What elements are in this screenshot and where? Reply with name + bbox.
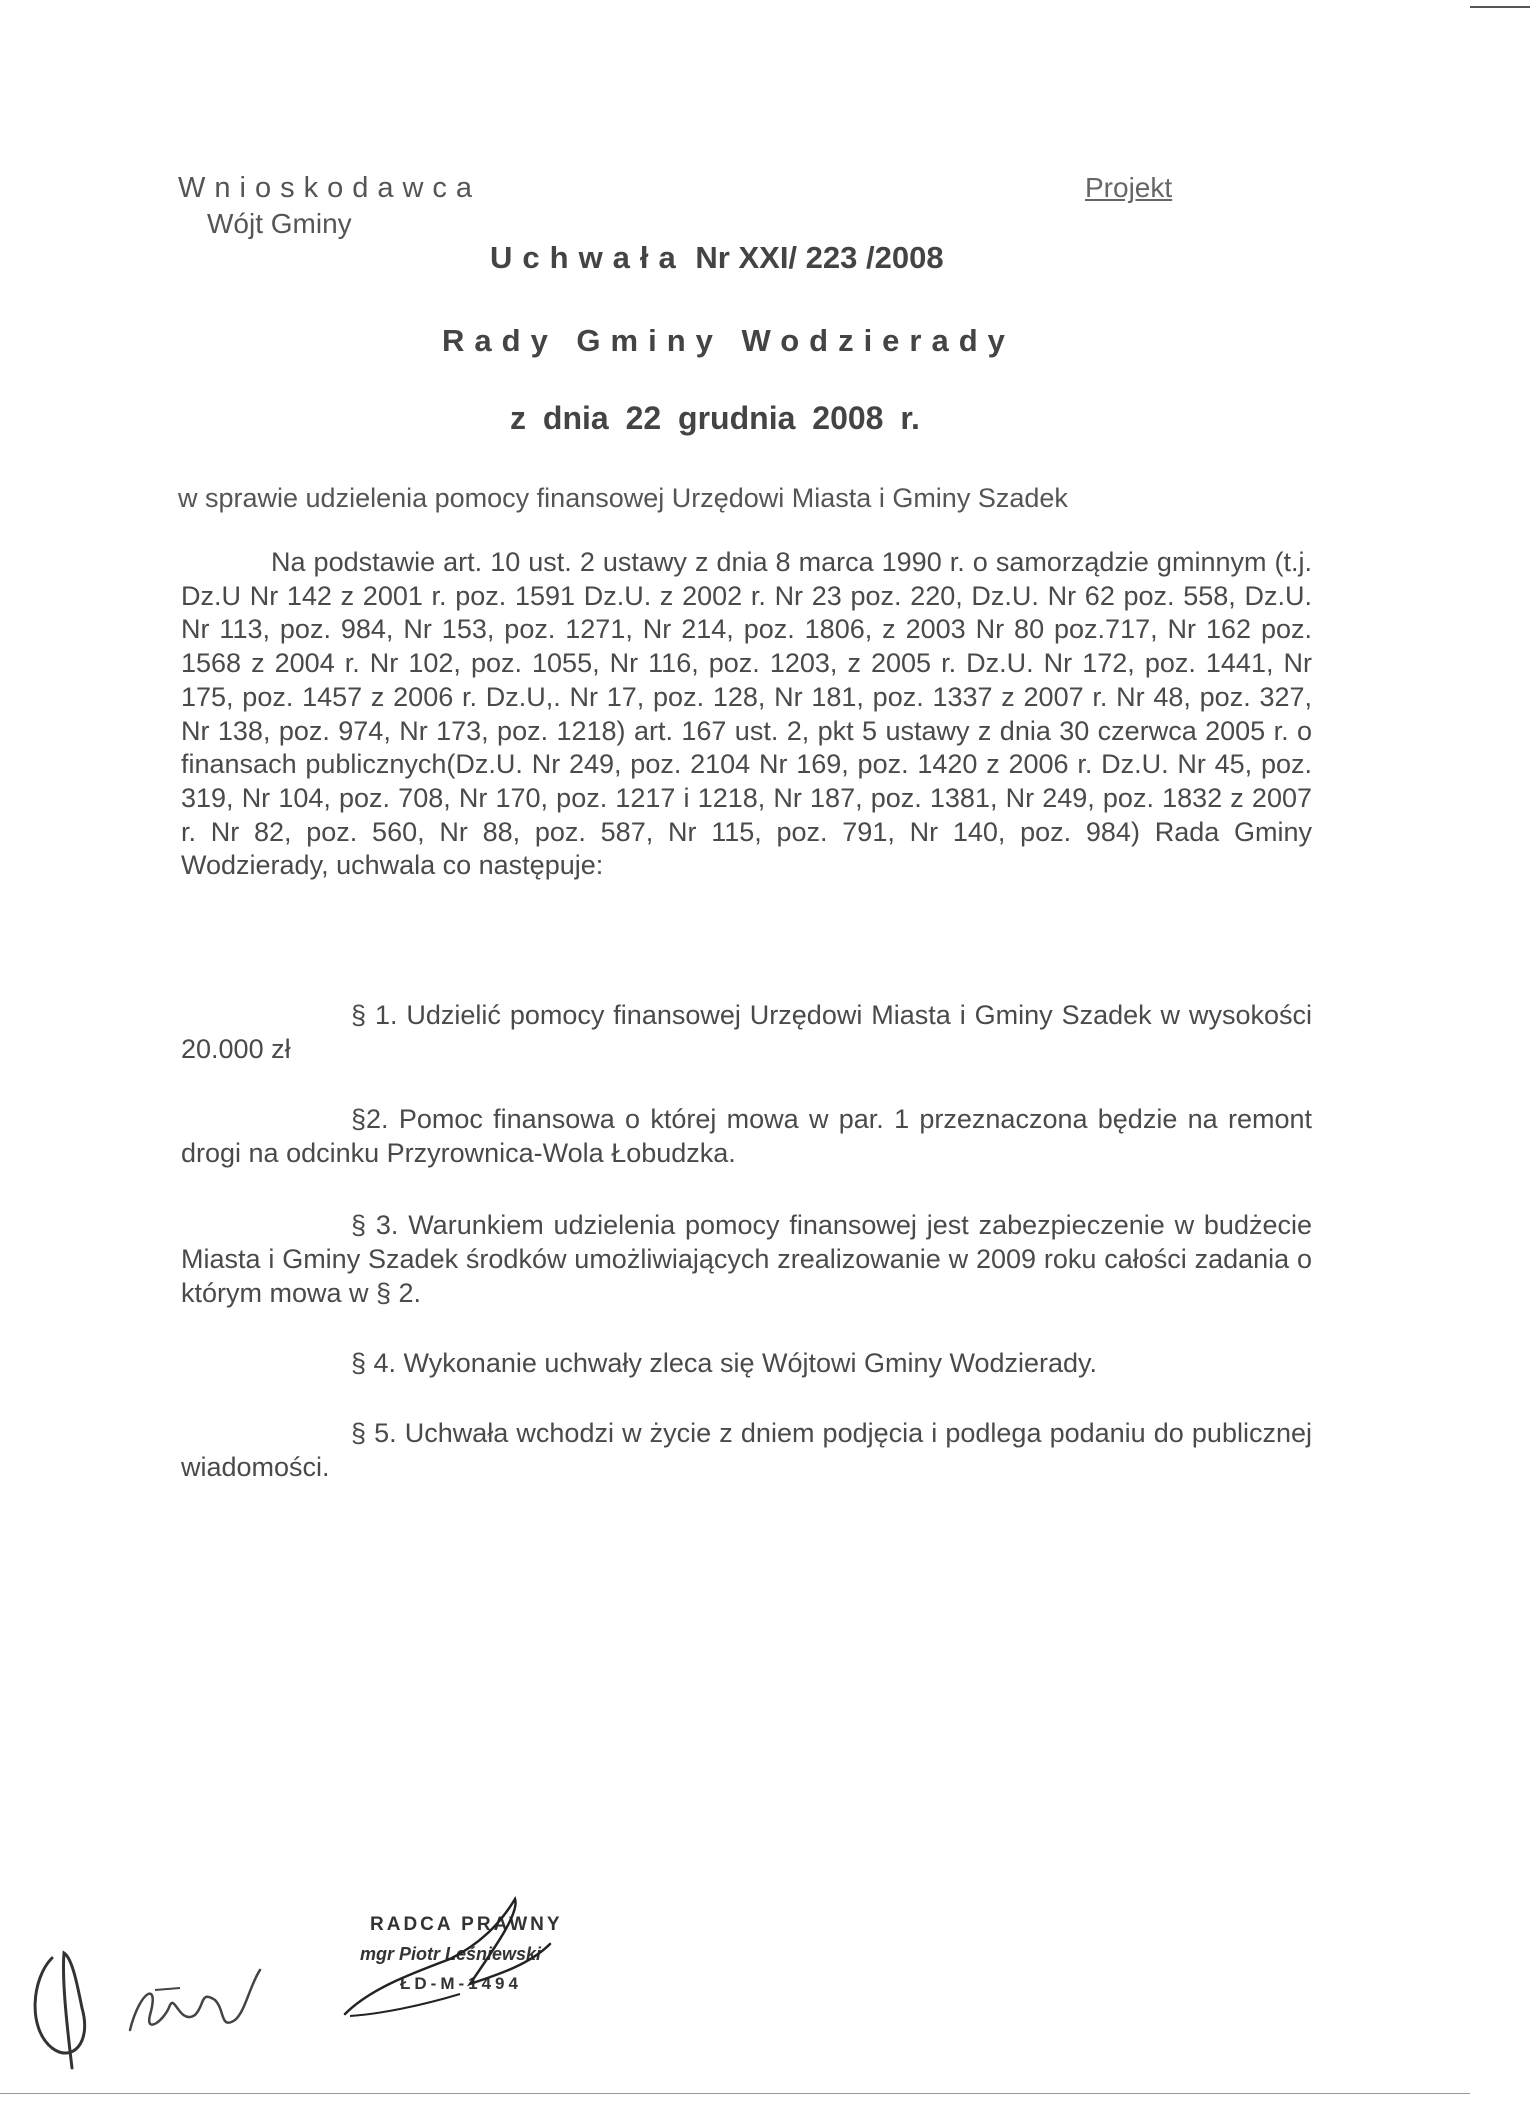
resolution-number — [490, 240, 944, 276]
stamp-name: mgr Piotr Leśniewski — [360, 1944, 542, 1964]
stamp-signature — [340, 1894, 620, 2034]
resolution-date: z dnia 22 grudnia 2008 r. — [510, 400, 920, 436]
section-4: § 4. Wykonanie uchwały zleca się Wójtowi Gminy Wodzierady. — [351, 1348, 1098, 1378]
scan-edge-bottom — [0, 2093, 1470, 2094]
section-2: §2. Pomoc finansowa o której mowa w par. 1 przeznaczona będzie na remont drogi na odcinku Przyrownica-Wola Łobudzka. — [181, 1104, 1312, 1168]
handwritten-signature — [120, 1960, 270, 2060]
scan-edge-top — [1470, 6, 1530, 8]
section-3: § 3. Warunkiem udzielenia pomocy finansowej jest zabezpieczenie w budżecie Miasta i Gminy Szadek środków umożliwiających zrealizowanie w 2009 roku całości zadania o którym mowa w § 2. — [181, 1210, 1312, 1308]
legal-counsel-stamp — [340, 1914, 640, 2054]
applicant-name: Wójt Gminy — [207, 208, 352, 239]
handwritten-initial-signature — [22, 1938, 132, 2078]
resolution-subject: w sprawie udzielenia pomocy finansowej Urzędowi Miasta i Gminy Szadek — [178, 483, 1068, 513]
section-5: § 5. Uchwała wchodzi w życie z dniem podjęcia i podlega podaniu do publicznej wiadomości. — [181, 1418, 1312, 1482]
draft-mark: Projekt — [1085, 172, 1173, 203]
resolution-number-value: Nr XXI/ 223 /2008 — [695, 240, 944, 275]
council-name: Rady Gminy Wodzierady — [442, 323, 1015, 358]
legal-basis-paragraph: Na podstawie art. 10 ust. 2 ustawy z dnia 8 marca 1990 r. o samorządzie gminnym (t.j. Dz.U Nr 142 z 2001 r. poz. 1591 Dz.U. z 2002 r. Nr 23 poz. 220, Dz.U. Nr 62 poz. 558, Dz.U. Nr 113, poz. 984, Nr 153, poz. 1271, Nr 214, poz. 1806, z 2003 Nr 80 poz.717, Nr 162 poz. 1568 z 2004 r. Nr 102, poz. 1055, Nr 116, poz. 1203, z 2005 r. Dz.U. Nr 172, poz. 1441, Nr 175, poz. 1457 z 2006 r. Dz.U,. Nr 17, poz. 128, Nr 181, poz. 1337 z 2007 r. Nr 48, poz. 327, Nr 138, poz. 974, Nr 173, poz. 1218) art. 167 ust. 2, pkt 5 ustawy z dnia 30 czerwca 2005 r. o finansach publicznych(Dz.U. Nr 249, poz. 2104 Nr 169, poz. 1420 z 2006 r. Dz.U. Nr 45, poz. 319, Nr 104, poz. 708, Nr 170, poz. 1217 i 1218, Nr 187, poz. 1381, Nr 249, poz. 1832 z 2007 r. Nr 82, poz. 560, Nr 88, poz. 587, Nr 115, poz. 791, Nr 140, poz. 984) Rada Gminy Wodzierady, uchwala co następuje: — [181, 547, 1312, 881]
stamp-license-number: ŁD-M-1494 — [400, 1974, 522, 1993]
applicant-label: Wnioskodawca — [178, 172, 482, 204]
stamp-title: RADCA PRAWNY — [370, 1914, 563, 1935]
section-1: § 1. Udzielić pomocy finansowej Urzędowi Miasta i Gminy Szadek w wysokości 20.000 zł — [181, 1000, 1312, 1064]
resolution-word: Uchwała — [490, 240, 686, 275]
